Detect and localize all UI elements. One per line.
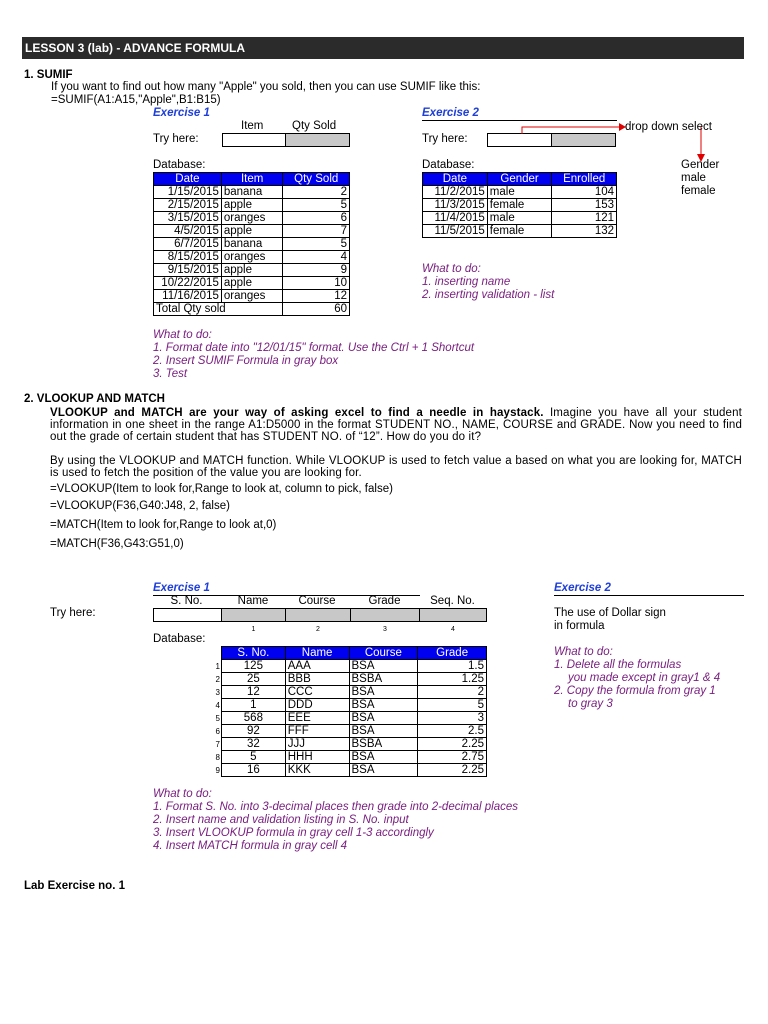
cell-name: KKK	[285, 764, 349, 777]
cell-enrolled: 153	[552, 199, 617, 212]
cell-gender: male	[487, 186, 552, 199]
vlookup-ex1-try-here: Try here:	[50, 607, 96, 619]
sumif-ex1-todo-3: 3. Test	[153, 368, 188, 380]
vlookup-ex2-todo-1b: you made except in gray1 & 4	[568, 672, 721, 684]
header-name: Name	[285, 647, 349, 660]
header-date: Date	[154, 173, 222, 186]
vlookup-ex2-top-rule	[554, 595, 744, 596]
total-value: 60	[283, 303, 350, 316]
table-row	[222, 738, 487, 751]
enrollment-table	[422, 172, 617, 238]
header-gender: Gender	[487, 173, 552, 186]
sumif-ex1-label: Exercise 1	[153, 107, 210, 119]
cell-date: 1/15/2015	[154, 186, 222, 199]
row-number: 1	[215, 662, 220, 671]
cell-date: 11/3/2015	[423, 199, 488, 212]
cell-item: apple	[221, 225, 283, 238]
cell-sno: 1	[222, 699, 286, 712]
header-item: Item	[221, 173, 283, 186]
row-number: 9	[215, 766, 220, 775]
lab-exercise-heading: Lab Exercise no. 1	[24, 880, 125, 892]
cell-grade: 2.75	[418, 751, 487, 764]
table-row	[154, 212, 350, 225]
vlookup-ex2-desc-1: The use of Dollar sign	[554, 607, 666, 619]
cell-grade: 5	[418, 699, 487, 712]
table-row	[222, 725, 487, 738]
sumif-ex1-todo-1: 1. Format date into "12/01/15" format. Use the Ctrl + 1 Shortcut	[153, 342, 475, 354]
table-header-row	[222, 647, 487, 660]
row-number: 2	[215, 675, 220, 684]
cell-gender: female	[487, 199, 552, 212]
vlookup-formula-example: =VLOOKUP(F36,G40:J48, 2, false)	[50, 500, 230, 512]
header-date: Date	[423, 173, 488, 186]
cell-name: JJJ	[285, 738, 349, 751]
cell-grade: 2.5	[418, 725, 487, 738]
cell-course: BSA	[349, 712, 418, 725]
header-sno: S. No.	[222, 647, 286, 660]
cell-course: BSA	[349, 699, 418, 712]
table-row	[154, 225, 350, 238]
table-row	[154, 251, 350, 264]
cell-enrolled: 104	[552, 186, 617, 199]
sumif-item-input[interactable]	[222, 133, 286, 147]
sumif-ex1-try-here: Try here:	[153, 133, 199, 145]
table-row	[154, 290, 350, 303]
lesson-title: LESSON 3 (lab) - ADVANCE FORMULA	[22, 37, 744, 59]
sumif-ex1-col-qty: Qty Sold	[292, 120, 337, 132]
gender-list-female: female	[681, 185, 716, 197]
sumif-database-table	[153, 172, 350, 316]
cell-name: HHH	[285, 751, 349, 764]
cell-sno: 12	[222, 686, 286, 699]
cell-date: 11/5/2015	[423, 225, 488, 238]
cell-date: 11/16/2015	[154, 290, 222, 303]
cell-qty: 7	[283, 225, 350, 238]
sumif-intro: If you want to find out how many "Apple" you sold, then you can use SUMIF like this:	[51, 81, 481, 93]
sumif-ex1-database-label: Database:	[153, 159, 206, 171]
sumif-ex1-todo-title: What to do:	[153, 329, 212, 341]
table-row	[222, 660, 487, 673]
cell-date: 4/5/2015	[154, 225, 222, 238]
table-row	[222, 764, 487, 777]
header-qty-sold: Qty Sold	[283, 173, 350, 186]
cell-item: oranges	[221, 212, 283, 225]
vlookup-ex2-todo-2b: to gray 3	[568, 698, 613, 710]
cell-date: 8/15/2015	[154, 251, 222, 264]
match-formula-example: =MATCH(F36,G43:G51,0)	[50, 538, 184, 550]
vlookup-ex2-todo-title: What to do:	[554, 646, 613, 658]
table-row	[423, 186, 617, 199]
table-row	[154, 277, 350, 290]
header-grade: Grade	[418, 647, 487, 660]
cell-item: apple	[221, 277, 283, 290]
cell-course: BSBA	[349, 673, 418, 686]
table-row	[423, 199, 617, 212]
table-row	[154, 199, 350, 212]
sno-input[interactable]	[153, 608, 222, 622]
cell-course: BSBA	[349, 738, 418, 751]
cell-grade: 1.25	[418, 673, 487, 686]
cell-qty: 6	[283, 212, 350, 225]
vlookup-para1-bold: VLOOKUP and MATCH are your way of asking excel to find a needle in haystack.	[50, 407, 544, 419]
cell-date: 11/4/2015	[423, 212, 488, 225]
cell-grade: 3	[418, 712, 487, 725]
cell-date: 2/15/2015	[154, 199, 222, 212]
cell-date: 11/2/2015	[423, 186, 488, 199]
match-formula-syntax: =MATCH(Item to look for,Range to look at,0)	[50, 519, 277, 531]
vlookup-paragraph-2: By using the VLOOKUP and MATCH function. While VLOOKUP is used to fetch value a based on what you are looking for, MATCH is used to fetch the position of the value you are looking for.	[50, 455, 742, 479]
total-label: Total Qty sold	[154, 303, 283, 316]
cell-grade: 2.25	[418, 764, 487, 777]
cell-item: oranges	[221, 251, 283, 264]
cell-sno: 125	[222, 660, 286, 673]
sumif-qty-result-cell[interactable]	[285, 133, 350, 147]
sumif-ex2-try-here: Try here:	[422, 133, 468, 145]
table-row	[222, 712, 487, 725]
vlookup-col-name: Name	[237, 595, 269, 607]
total-row	[154, 303, 350, 316]
table-row	[222, 699, 487, 712]
vlookup-col-course: Course	[298, 595, 336, 607]
gray-cell-4-number: 4	[451, 626, 455, 633]
header-enrolled: Enrolled	[552, 173, 617, 186]
row-number: 6	[215, 727, 220, 736]
cell-date: 6/7/2015	[154, 238, 222, 251]
cell-qty: 5	[283, 238, 350, 251]
gray-cell-4[interactable]	[419, 608, 487, 622]
sumif-ex2-database-label: Database:	[422, 159, 475, 171]
vlookup-ex1-label: Exercise 1	[153, 582, 210, 594]
table-row	[222, 751, 487, 764]
table-row	[154, 264, 350, 277]
vlookup-ex2-todo-1: 1. Delete all the formulas	[554, 659, 682, 671]
cell-name: BBB	[285, 673, 349, 686]
cell-grade: 1.5	[418, 660, 487, 673]
cell-sno: 25	[222, 673, 286, 686]
row-number: 5	[215, 714, 220, 723]
cell-item: banana	[221, 186, 283, 199]
cell-item: oranges	[221, 290, 283, 303]
cell-date: 3/15/2015	[154, 212, 222, 225]
cell-gender: male	[487, 212, 552, 225]
cell-date: 10/22/2015	[154, 277, 222, 290]
table-row	[222, 686, 487, 699]
header-course: Course	[349, 647, 418, 660]
vlookup-heading: 2. VLOOKUP AND MATCH	[24, 393, 165, 405]
table-row	[154, 238, 350, 251]
cell-course: BSA	[349, 686, 418, 699]
sumif-ex1-todo-2: 2. Insert SUMIF Formula in gray box	[153, 355, 339, 367]
sumif-ex2-todo-1: 1. inserting name	[422, 276, 511, 288]
vlookup-ex2-desc-2: in formula	[554, 620, 605, 632]
row-number: 3	[215, 688, 220, 697]
cell-name: EEE	[285, 712, 349, 725]
cell-item: banana	[221, 238, 283, 251]
vlookup-para1-rest: Imagine you have all your student information in one sheet in the range A1:D5000 in the format STUDENT NO., NAME, COURSE and GRADE. Now you need to find out the grade of certain student that has STUDENT NO. of “12”. How do you do it?	[50, 407, 742, 443]
cell-qty: 12	[283, 290, 350, 303]
sumif-ex1-col-item: Item	[241, 120, 264, 132]
sumif-heading: 1. SUMIF	[24, 69, 73, 81]
row-number: 7	[215, 740, 220, 749]
cell-qty: 9	[283, 264, 350, 277]
gender-list-male: male	[681, 172, 706, 184]
cell-sno: 16	[222, 764, 286, 777]
row-number: 8	[215, 753, 220, 762]
student-database-table	[221, 646, 487, 777]
table-header-row	[423, 173, 617, 186]
cell-grade: 2.25	[418, 738, 487, 751]
gray-cell-1[interactable]	[221, 608, 286, 622]
cell-name: AAA	[285, 660, 349, 673]
vlookup-ex1-todo-2: 2. Insert name and validation listing in S. No. input	[153, 814, 409, 826]
cell-enrolled: 121	[552, 212, 617, 225]
table-row	[222, 673, 487, 686]
gray-cell-1-number: 1	[251, 626, 256, 633]
cell-course: BSA	[349, 764, 418, 777]
cell-name: FFF	[285, 725, 349, 738]
sumif-ex2-todo-2: 2. inserting validation - list	[422, 289, 555, 301]
vlookup-ex1-todo-title: What to do:	[153, 788, 212, 800]
cell-sno: 92	[222, 725, 286, 738]
sumif-ex2-todo-title: What to do:	[422, 263, 481, 275]
cell-course: BSA	[349, 725, 418, 738]
sumif-formula: =SUMIF(A1:A15,"Apple",B1:B15)	[51, 94, 221, 106]
vlookup-ex1-todo-1: 1. Format S. No. into 3-decimal places then grade into 2-decimal places	[153, 801, 518, 813]
vlookup-col-sno: S. No.	[170, 595, 203, 607]
cell-gender: female	[487, 225, 552, 238]
cell-enrolled: 132	[552, 225, 617, 238]
vlookup-ex1-database-label: Database:	[153, 633, 206, 645]
cell-qty: 4	[283, 251, 350, 264]
vlookup-formula-syntax: =VLOOKUP(Item to look for,Range to look at, column to pick, false)	[50, 483, 393, 495]
cell-item: apple	[221, 199, 283, 212]
table-row	[423, 225, 617, 238]
cell-sno: 32	[222, 738, 286, 751]
cell-sno: 5	[222, 751, 286, 764]
row-number: 4	[215, 701, 220, 710]
cell-name: DDD	[285, 699, 349, 712]
vlookup-ex2-todo-2: 2. Copy the formula from gray 1	[554, 685, 716, 697]
cell-name: CCC	[285, 686, 349, 699]
table-row	[154, 186, 350, 199]
gray-cell-2-number: 2	[316, 626, 320, 633]
table-row	[423, 212, 617, 225]
cell-course: BSA	[349, 751, 418, 764]
table-header-row	[154, 173, 350, 186]
gray-cell-2[interactable]	[285, 608, 351, 622]
gray-cell-3[interactable]	[350, 608, 420, 622]
gray-cell-3-number: 3	[383, 626, 387, 633]
vlookup-ex1-todo-4: 4. Insert MATCH formula in gray cell 4	[153, 840, 348, 852]
sumif-ex2-label: Exercise 2	[422, 107, 479, 119]
vlookup-col-grade: Grade	[368, 595, 401, 607]
cell-qty: 10	[283, 277, 350, 290]
vlookup-paragraph-1	[50, 407, 742, 443]
cell-grade: 2	[418, 686, 487, 699]
gender-list-header: Gender	[681, 159, 720, 171]
vlookup-ex1-todo-3: 3. Insert VLOOKUP formula in gray cell 1-3 accordingly	[153, 827, 434, 839]
cell-sno: 568	[222, 712, 286, 725]
cell-course: BSA	[349, 660, 418, 673]
vlookup-col-seqno: Seq. No.	[430, 595, 475, 607]
cell-qty: 2	[283, 186, 350, 199]
vlookup-ex2-label: Exercise 2	[554, 582, 611, 594]
cell-qty: 5	[283, 199, 350, 212]
cell-date: 9/15/2015	[154, 264, 222, 277]
dropdown-note: drop down select	[625, 121, 712, 133]
cell-item: apple	[221, 264, 283, 277]
